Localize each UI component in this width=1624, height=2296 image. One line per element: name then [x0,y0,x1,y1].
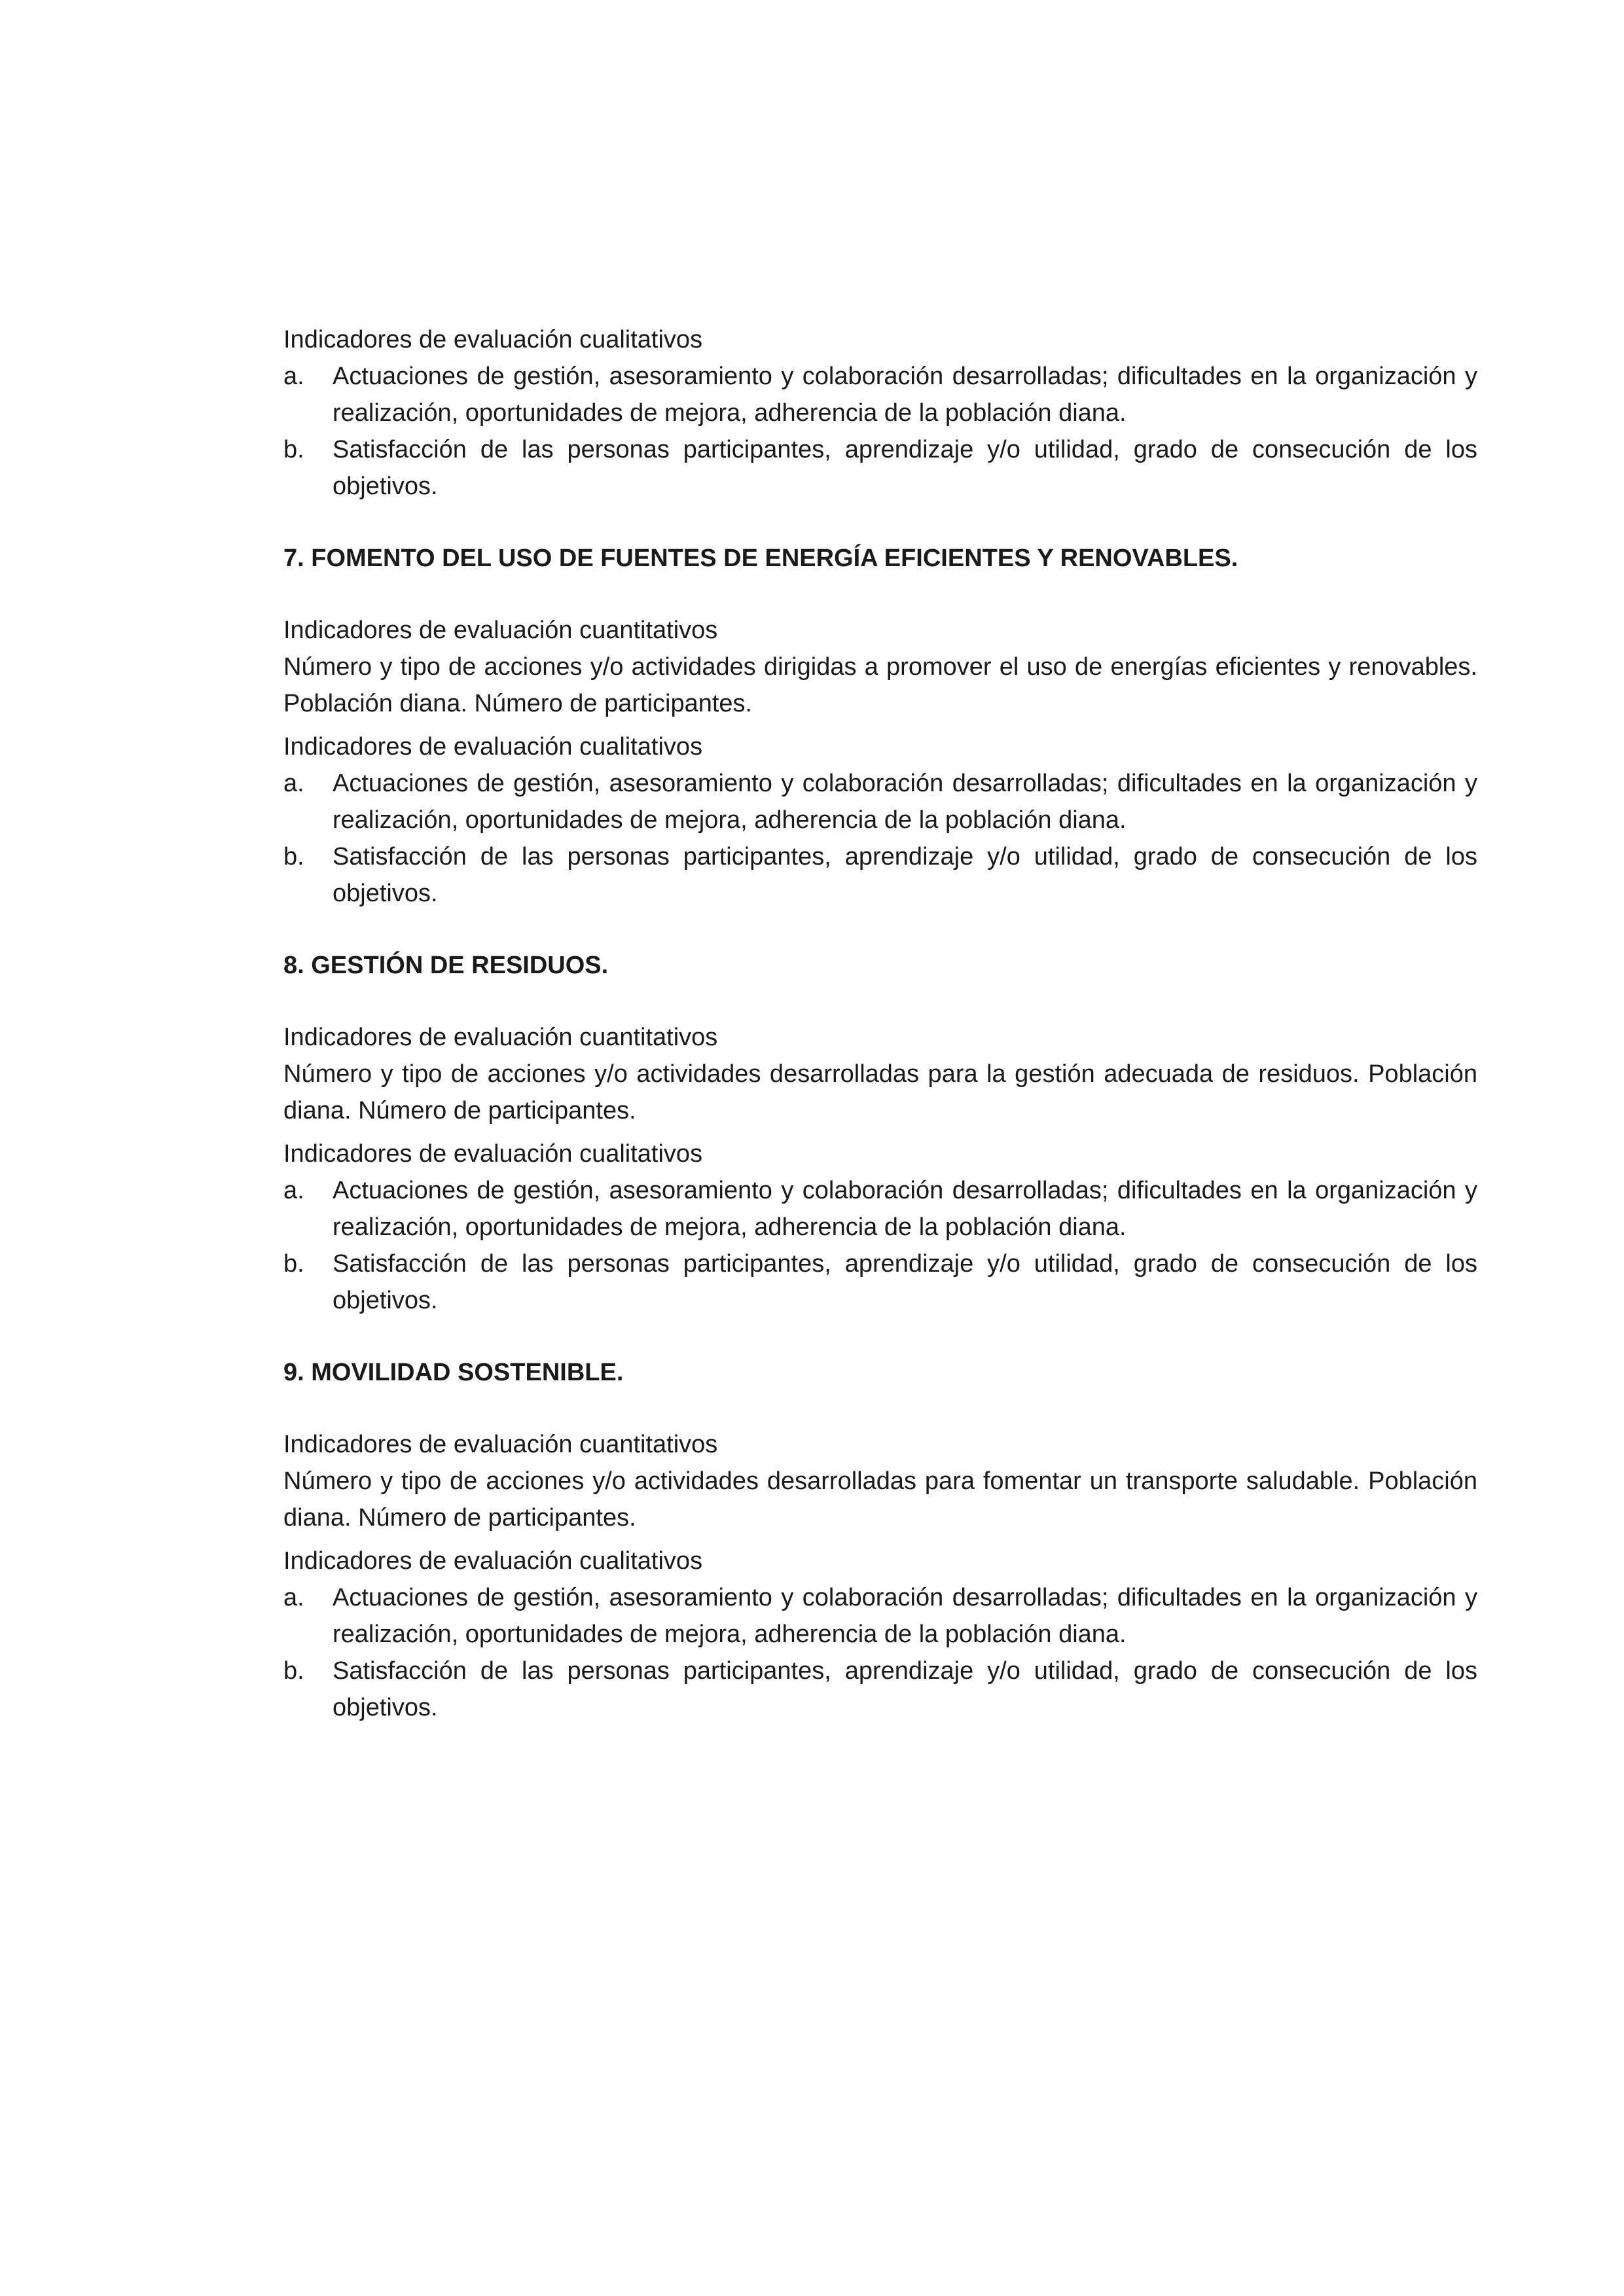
section-heading: 7. FOMENTO DEL USO DE FUENTES DE ENERGÍA EFICIENTES Y RENOVABLES. [283,545,1238,572]
qualitative-list [283,358,1477,505]
qualitative-label: Indicadores de evaluación cualitativos [283,326,703,353]
qualitative-label: Indicadores de evaluación cualitativos [283,1547,703,1575]
quantitative-label: Indicadores de evaluación cuantitativos [283,1024,718,1051]
list-item [283,1653,1477,1726]
quantitative-text: Número y tipo de acciones y/o actividades dirigidas a promover el uso de energías eficientes y renovables. Población diana. Número de participantes. [283,653,1477,717]
list-item [283,1246,1477,1319]
list-item-text: Satisfacción de las personas participantes, aprendizaje y/o utilidad, grado de consecución de los objetivos. [333,843,1477,907]
list-marker: a. [283,770,304,797]
quantitative-label: Indicadores de evaluación cuantitativos [283,617,718,644]
list-item [283,431,1477,505]
list-item [283,838,1477,912]
list-item [283,765,1477,838]
list-item-text: Actuaciones de gestión, asesoramiento y colaboración desarrolladas; dificultades en la organización y realización, oportunidades de mejora, adherencia de la población diana. [333,1584,1477,1648]
section-heading: 9. MOVILIDAD SOSTENIBLE. [283,1359,624,1386]
qualitative-list [283,1579,1477,1726]
quantitative-label: Indicadores de evaluación cuantitativos [283,1431,718,1458]
list-item-text: Satisfacción de las personas participantes, aprendizaje y/o utilidad, grado de consecución de los objetivos. [333,1657,1477,1721]
list-item [283,358,1477,431]
list-marker: a. [283,363,304,390]
qualitative-label: Indicadores de evaluación cualitativos [283,1140,703,1168]
list-item-text: Actuaciones de gestión, asesoramiento y colaboración desarrolladas; dificultades en la organización y realización, oportunidades de mejora, adherencia de la población diana. [333,1177,1477,1241]
list-marker: b. [283,1657,304,1685]
list-item-text: Actuaciones de gestión, asesoramiento y colaboración desarrolladas; dificultades en la organización y realización, oportunidades de mejora, adherencia de la población diana. [333,770,1477,834]
list-marker: b. [283,1250,304,1278]
list-item-text: Satisfacción de las personas participantes, aprendizaje y/o utilidad, grado de consecución de los objetivos. [333,1250,1477,1314]
section-heading: 8. GESTIÓN DE RESIDUOS. [283,952,609,979]
quantitative-text: Número y tipo de acciones y/o actividades desarrolladas para fomentar un transporte saludable. Población diana. Número de participantes. [283,1467,1477,1532]
qualitative-label: Indicadores de evaluación cualitativos [283,733,703,761]
list-item [283,1172,1477,1246]
qualitative-list [283,765,1477,912]
page-content [283,321,1477,1726]
qualitative-list [283,1172,1477,1319]
list-marker: a. [283,1584,304,1611]
list-marker: a. [283,1177,304,1204]
list-marker: b. [283,436,304,463]
list-item [283,1579,1477,1653]
list-marker: b. [283,843,304,870]
quantitative-text: Número y tipo de acciones y/o actividades desarrolladas para la gestión adecuada de residuos. Población diana. Número de participantes. [283,1060,1477,1124]
list-item-text: Satisfacción de las personas participantes, aprendizaje y/o utilidad, grado de consecución de los objetivos. [333,436,1477,500]
list-item-text: Actuaciones de gestión, asesoramiento y colaboración desarrolladas; dificultades en la organización y realización, oportunidades de mejora, adherencia de la población diana. [333,363,1477,427]
